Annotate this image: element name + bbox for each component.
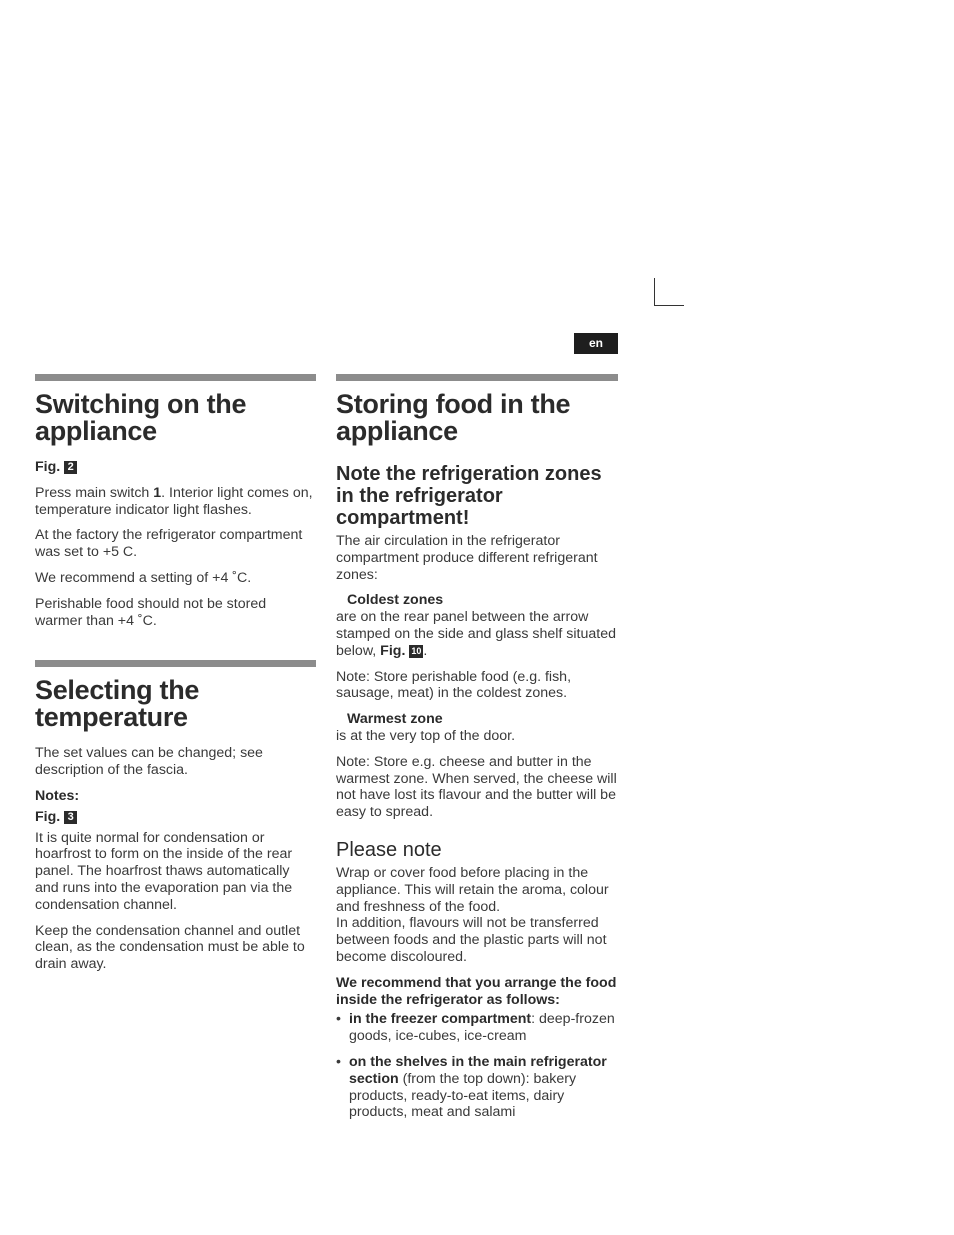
left-column [35, 374, 316, 982]
list-item [336, 1011, 618, 1045]
paragraph-note-cheese: Note: Store e.g. cheese and butter in the warmest zone. When served, the cheese will not have lost its flavour and the butter will be easy to spread. [336, 753, 617, 821]
figure-reference [35, 809, 316, 826]
arrangement-list [336, 1011, 618, 1121]
text: is at the very top of the door. [336, 727, 516, 744]
paragraph-perishable: Perishable food should not be stored warmer than +4 ˚C. [35, 595, 267, 629]
paragraph-coldest-zones [336, 592, 618, 659]
crop-mark-horizontal [654, 305, 684, 306]
right-column [336, 374, 618, 1130]
bullet-bold: on the shelves in the main refrigerator section [349, 1053, 607, 1087]
paragraph-factory-setting: At the factory the refrigerator compartment was set to +5 C. [35, 527, 303, 561]
crop-mark-vertical [654, 278, 655, 306]
fig-label: Fig. [380, 642, 406, 659]
paragraph-recommend-arrangement: We recommend that you arrange the food inside the refrigerator as follows: [336, 974, 617, 1008]
warmest-zone-title: Warmest zone [347, 711, 443, 728]
figure-reference [35, 459, 316, 476]
switch-number: 1 [153, 484, 162, 501]
text: . Interior light comes on, temperature indicator light flashes. [35, 484, 313, 518]
fig-label: Fig. [35, 808, 61, 825]
list-item [336, 1054, 618, 1121]
subheading-refrigeration-zones: Note the refrigeration zones in the refrigerator compartment! [336, 463, 602, 529]
text: are on the rear panel between the arrow stamped on the side and glass shelf situated below, [336, 609, 616, 659]
section-divider-bar [35, 374, 316, 381]
paragraph-note-perishable: Note: Store perishable food (e.g. fish, sausage, meat) in the coldest zones. [336, 668, 572, 702]
notes-label: Notes: [35, 787, 80, 804]
paragraph-recommend-setting: We recommend a setting of +4 ˚C. [35, 569, 252, 586]
section-divider-bar [336, 374, 618, 381]
bullet-text: : deep-frozen goods, ice-cubes, ice-cream [349, 1011, 615, 1045]
paragraph-set-values: The set values can be changed; see description of the fascia. [35, 745, 263, 779]
fig-number-badge: 3 [64, 811, 77, 824]
language-tag: en [574, 333, 618, 354]
fig-label: Fig. [35, 459, 61, 475]
paragraph-condensation: It is quite normal for condensation or hoarfrost to form on the inside of the rear panel. The hoarfrost thaws automatically and runs into the evaporation pan via the condensation channel. [35, 829, 293, 913]
paragraph-flavours: In addition, flavours will not be transferred between foods and the plastic parts will not become discoloured. [336, 915, 607, 965]
heading-please-note: Please note [336, 838, 442, 861]
section-divider-bar [35, 660, 316, 667]
fig-number-badge: 2 [64, 461, 77, 474]
heading-selecting-temperature: Selecting the temperature [35, 675, 200, 733]
paragraph-warmest-zone [336, 711, 618, 745]
paragraph-air-circulation: The air circulation in the refrigerator compartment produce different refrigerant zones: [336, 533, 598, 583]
heading-switching-on: Switching on the appliance [35, 389, 247, 446]
bullet-text: (from the top down): bakery products, ready-to-eat items, dairy products, meat and salami [349, 1070, 577, 1121]
heading-storing-food: Storing food in the appliance [336, 389, 571, 446]
fig-number-badge: 10 [411, 645, 422, 656]
coldest-zones-title: Coldest zones [347, 592, 444, 609]
paragraph-wrap-food: Wrap or cover food before placing in the appliance. This will retain the aroma, colour and freshness of the food. [336, 864, 609, 915]
text: Press main switch [35, 484, 154, 501]
bullet-bold: in the freezer compartment [349, 1011, 532, 1028]
text: . [423, 642, 428, 659]
paragraph-keep-clean: Keep the condensation channel and outlet clean, as the condensation must be able to drain away. [35, 922, 305, 973]
paragraph-press-switch [35, 485, 316, 519]
